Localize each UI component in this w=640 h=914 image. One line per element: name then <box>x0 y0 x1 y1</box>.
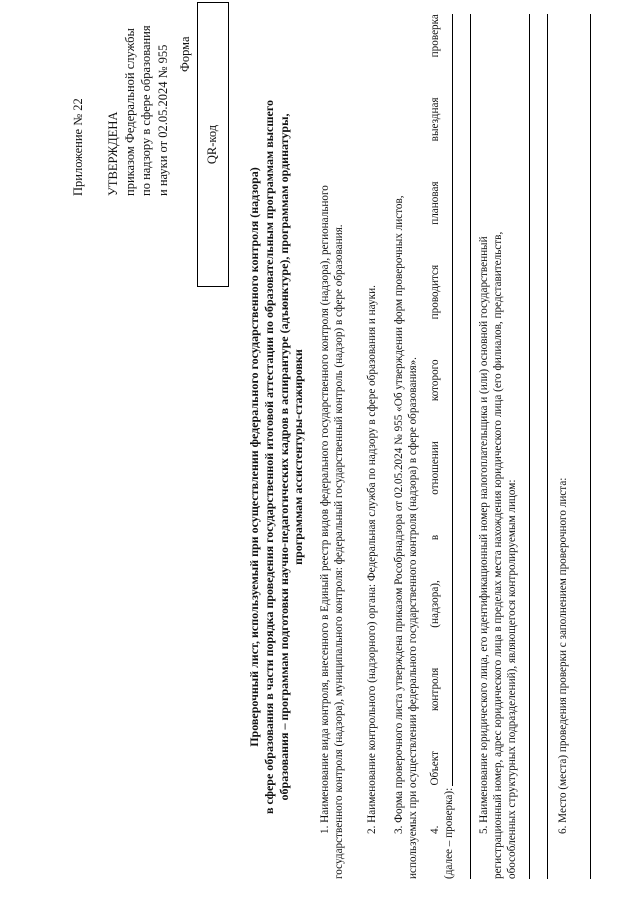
form-label: Форма <box>178 36 192 72</box>
item-4 <box>428 14 456 879</box>
item-4-word: выездная <box>429 97 441 142</box>
item-6: 6. Место (места) проведения проверки с заполнением проверочного листа: <box>557 477 569 834</box>
item-2: 2. Наименование контрольного (надзорного) органа: Федеральная служба по надзору в сфере образования и науки. <box>366 285 378 834</box>
title-line-2: в сфере образования в части порядка проведения государственной итоговой аттестации по образовательным программам высшего <box>261 100 276 814</box>
approval-block <box>105 25 171 196</box>
item-4-word: Объект <box>429 751 441 786</box>
item-4-word: (надзора), <box>429 580 441 628</box>
item-5-blank-line-1 <box>529 14 530 879</box>
appendix-label: Приложение № 22 <box>71 98 85 196</box>
qr-code-label: QR-код <box>205 124 219 165</box>
item-4-word: проводится <box>429 264 441 320</box>
item-4-word: в <box>429 534 441 541</box>
item-4-word: отношении <box>429 441 441 495</box>
item-3 <box>392 14 420 879</box>
item-6-blank-line <box>590 14 591 879</box>
approved-label: УТВЕРЖДЕНА <box>106 111 120 196</box>
item-3-line-1: 3. Форма проверочного листа утверждена приказом Рособрнадзора от 02.05.2024 № 955 «Об утверждении форм проверочных листов, <box>393 195 405 834</box>
title-line-4: программам ассистентуры-стажировки <box>291 349 306 565</box>
title-line-1: Проверочный лист, используемый при осуществлении федерального государственного контроля (надзора) <box>247 167 261 747</box>
item-4-line-1 <box>428 14 442 879</box>
title-line-3: образования – программам подготовки научно-педагогических кадров в аспирантуре (адъюнктуре), программам ординатуры, <box>276 113 291 801</box>
item-5-line-3: обособленных структурных подразделений), являющегося контролируемым лицом: <box>506 479 519 879</box>
item-3-line-2: используемых при осуществлении федерального государственного контроля (надзора) в сфере образования». <box>407 357 420 879</box>
item-5-line-2: регистрационный номер, адрес юридического лица в пределах места нахождения юридического лица (его филиалов, представительств, <box>492 231 505 879</box>
item-1 <box>318 14 346 879</box>
order-line-2: по надзору в сфере образования <box>139 25 153 196</box>
item-1-line-2: государственного контроля (надзора), муниципального контроля: федеральный государственный контроль (надзор) в сфере образования. <box>333 224 346 879</box>
item-5 <box>477 14 520 879</box>
item-4-tail: (далее – проверка): <box>443 787 456 879</box>
qr-code-box <box>197 2 229 287</box>
item-1-line-1: 1. Наименование вида контроля, внесенного в Единый реестр видов федерального государственного контроля (надзора), регионального <box>319 185 331 834</box>
item-4-word: плановая <box>429 181 441 225</box>
order-line-3: и науки от 02.05.2024 № 955 <box>155 44 170 196</box>
item-4-fill-line <box>452 14 453 786</box>
order-line-1: приказом Федеральной службы <box>122 28 137 196</box>
item-4-word: 4. <box>429 825 441 834</box>
document-title <box>247 40 306 874</box>
item-5-blank-line-2 <box>547 14 548 879</box>
item-4-word: которого <box>429 359 441 402</box>
item-5-line-1: 5. Наименование юридического лица, его идентификационный номер налогоплательщика и (или) основной государственный <box>478 236 490 834</box>
item-4-blank-line <box>470 14 471 879</box>
item-4-word: контроля <box>429 667 441 712</box>
item-4-word: проверка <box>429 14 441 58</box>
